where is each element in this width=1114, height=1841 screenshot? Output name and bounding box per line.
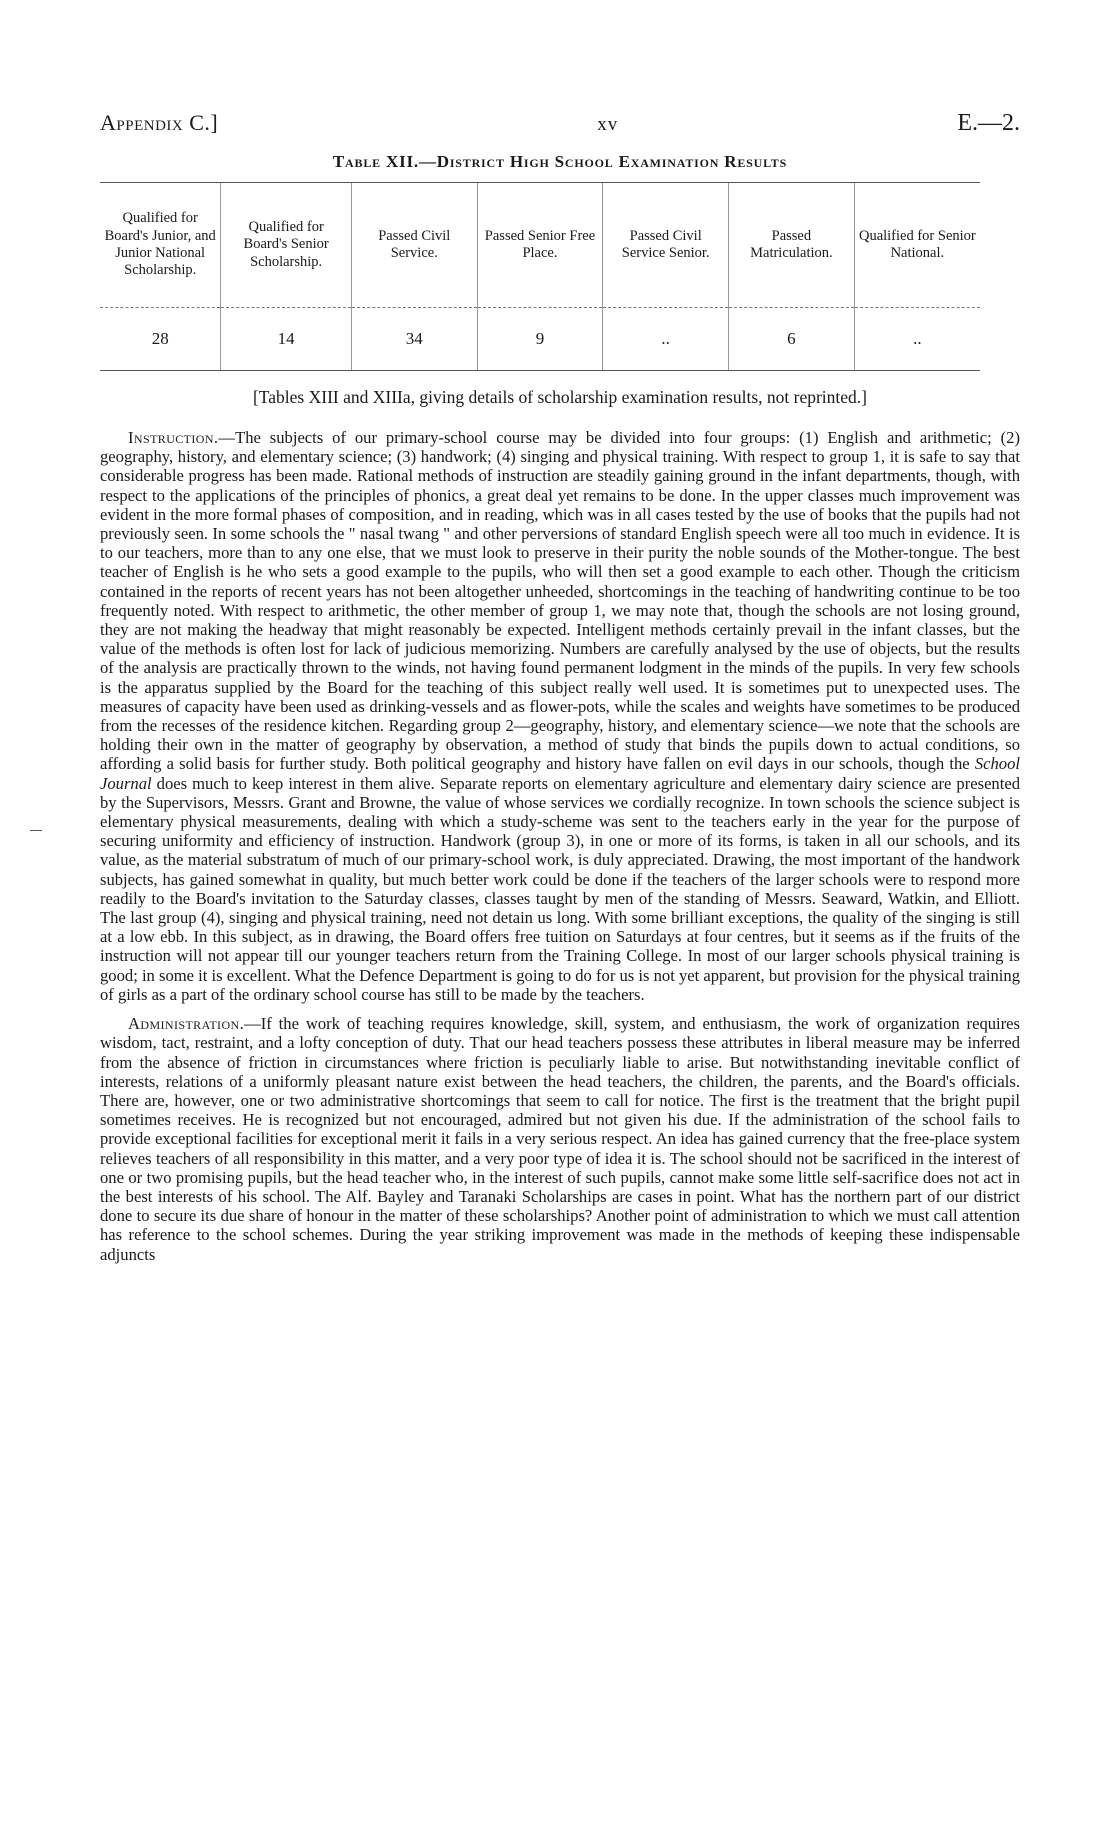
instruction-heading: Instruction. — [128, 428, 219, 447]
table-cell: 34 — [351, 308, 477, 371]
document-page — [100, 110, 1020, 1274]
column-header: Qualified for Board's Senior Scholarship. — [221, 183, 352, 308]
table-header-row — [100, 183, 980, 308]
column-header: Qualified for Senior National. — [854, 183, 980, 308]
instruction-text-continued: does much to keep interest in them alive. Separate reports on elementary agriculture and elementary dairy science are presented by the Supervisors, Messrs. Grant and Browne, the value of whose services we cordially recognize. In town schools the science subject is elementary physical measurements, dealing with which a study-scheme was sent to the teachers early in the year for the purpose of securing uniformity and efficiency of instruction. Handwork (group 3), in one or more of its forms, is taken in all our schools, and its value, as the material substratum of much of our primary-school work, is duly appreciated. Drawing, the most important of the handwork subjects, has gained somewhat in quality, but much better work could be done if the teachers of the larger schools were to respond more readily to the Board's invitation to the Saturday classes, classes taught by men of the standing of Messrs. Seaward, Watkin, and Elliott. The last group (4), singing and physical training, need not detain us long. With some brilliant exceptions, the quality of the singing is still at a low ebb. In this subject, as in drawing, the Board offers free tuition on Saturdays at four centres, but it seems as if the fruits of the instruction will not appear till our younger teachers return from the Training College. In most of our larger schools physical training is good; in some it is excellent. What the Defence Department is going to do for us is not yet apparent, but provision for the physical training of girls as a part of the ordinary school course has still to be made by the teachers. — [100, 773, 1020, 1004]
administration-paragraph — [100, 1014, 1020, 1264]
instruction-text: —The subjects of our primary-school course may be divided into four groups: (1) English and arithmetic; (2) geography, history, and elementary science; (3) handwork; (4) singing and physical training. With respect to group 1, it is safe to say that considerable progress has been made. Rational methods of instruction are steadily gaining ground in the infant departments, though, with respect to the applications of the principles of phonics, a great deal yet remains to be done. In the upper classes much improvement was evident in the more formal phases of composition, and in reading, which was in all cases tested by the use of books that the pupils had not previously seen. In some schools the " nasal twang " and other perversions of standard English speech were all too much in evidence. It is to our teachers, more than to any one else, that we must look to preserve in their purity the noble sounds of the Mother-tongue. The best teacher of English is he who sets a good example to the pupils, who will then set a good example to each other. Though the criticism contained in the reports of recent years has not been altogether unheeded, shortcomings in the teaching of handwriting continue to be too frequently noted. With respect to arithmetic, the other member of group 1, we may note that, though the schools are not losing ground, they are not making the headway that might reasonably be expected. Intelligent methods certainly prevail in the infant classes, but the value of the methods is often lost for lack of judicious memorizing. Numbers are carefully analysed by the use of objects, but the results of the analysis are practically thrown to the winds, not having found permanent lodgment in the minds of the pupils. In very few schools is the apparatus supplied by the Board for the teaching of this subject really well used. It is sometimes put to unexpected uses. The measures of capacity have been used as drinking-vessels and as flower-pots, while the scales and weights have sometimes to be produced from the recesses of the residence kitchen. Regarding group 2—geography, history, and elementary science—we note that the schools are holding their own in the matter of geography by observation, a method of study that binds the pupils down to actual conditions, so affording a solid basis for further study. Both political geography and history have fallen on evil days in our schools, though the — [100, 428, 1020, 774]
journal-title: School Journal — [100, 754, 1020, 793]
instruction-paragraph — [100, 428, 1020, 1004]
column-header: Passed Civil Service Senior. — [603, 183, 729, 308]
column-header: Qualified for Board's Junior, and Junior National Scholarship. — [100, 183, 221, 308]
tables-note: [Tables XIII and XIIIa, giving details of scholarship examination results, not reprinted.] — [252, 387, 867, 407]
table-cell: 6 — [729, 308, 855, 371]
administration-heading: Administration. — [128, 1014, 245, 1034]
administration-text: —If the work of teaching requires knowledge, skill, system, and enthusiasm, the work of organization requires wisdom, tact, restraint, and a lofty conception of duty. That our head teachers possess these attributes in liberal measure may be inferred from the absence of friction in circumstances where friction is peculiarly liable to arise. But notwithstanding inevitable conflict of interests, relations of a uniformly pleasant nature exist between the head teachers, the children, the parents, and the Board's officials. There are, however, one or two administrative shortcomings that seem to call for notice. The first is the treatment that the bright pupil sometimes receives. He is recognized but not encouraged, admired but not given his due. If the administration of the school fails to provide exceptional facilities for exceptional merit it fails in a very serious respect. An idea has gained currency that the free-place system relieves teachers of all responsibility in this matter, and a very poor type of idea it is. The school should not be sacrificed in the interest of one or two promising pupils, but the head teacher who, in the interest of such pupils, cannot make some little self-sacrifice does not act in the best interests of his school. The Alf. Bayley and Taranaki Scholarships are cases in point. What has the northern part of our district done to secure its due share of honour in the matter of these scholarships? Another point of administration to which we must call attention has reference to the school schemes. During the year striking improvement was made in the methods of keeping these indispensable adjuncts — [100, 1014, 1020, 1264]
appendix-label: Appendix C.] — [100, 110, 219, 135]
document-code: E.—2. — [957, 110, 1020, 136]
margin-mark — [30, 830, 42, 831]
column-header: Passed Senior Free Place. — [477, 183, 603, 308]
table-cell: .. — [603, 308, 729, 371]
page-number: xv — [597, 114, 619, 135]
table-cell: .. — [854, 308, 980, 371]
table-row — [100, 308, 980, 371]
column-header: Passed Matriculation. — [729, 183, 855, 308]
table-cell: 14 — [221, 308, 352, 371]
table-title: Table XII.—District High School Examination Results — [332, 152, 788, 171]
results-table — [100, 182, 980, 371]
column-header: Passed Civil Service. — [351, 183, 477, 308]
table-cell: 9 — [477, 308, 603, 371]
page-header — [100, 110, 1020, 144]
table-cell: 28 — [100, 308, 221, 371]
